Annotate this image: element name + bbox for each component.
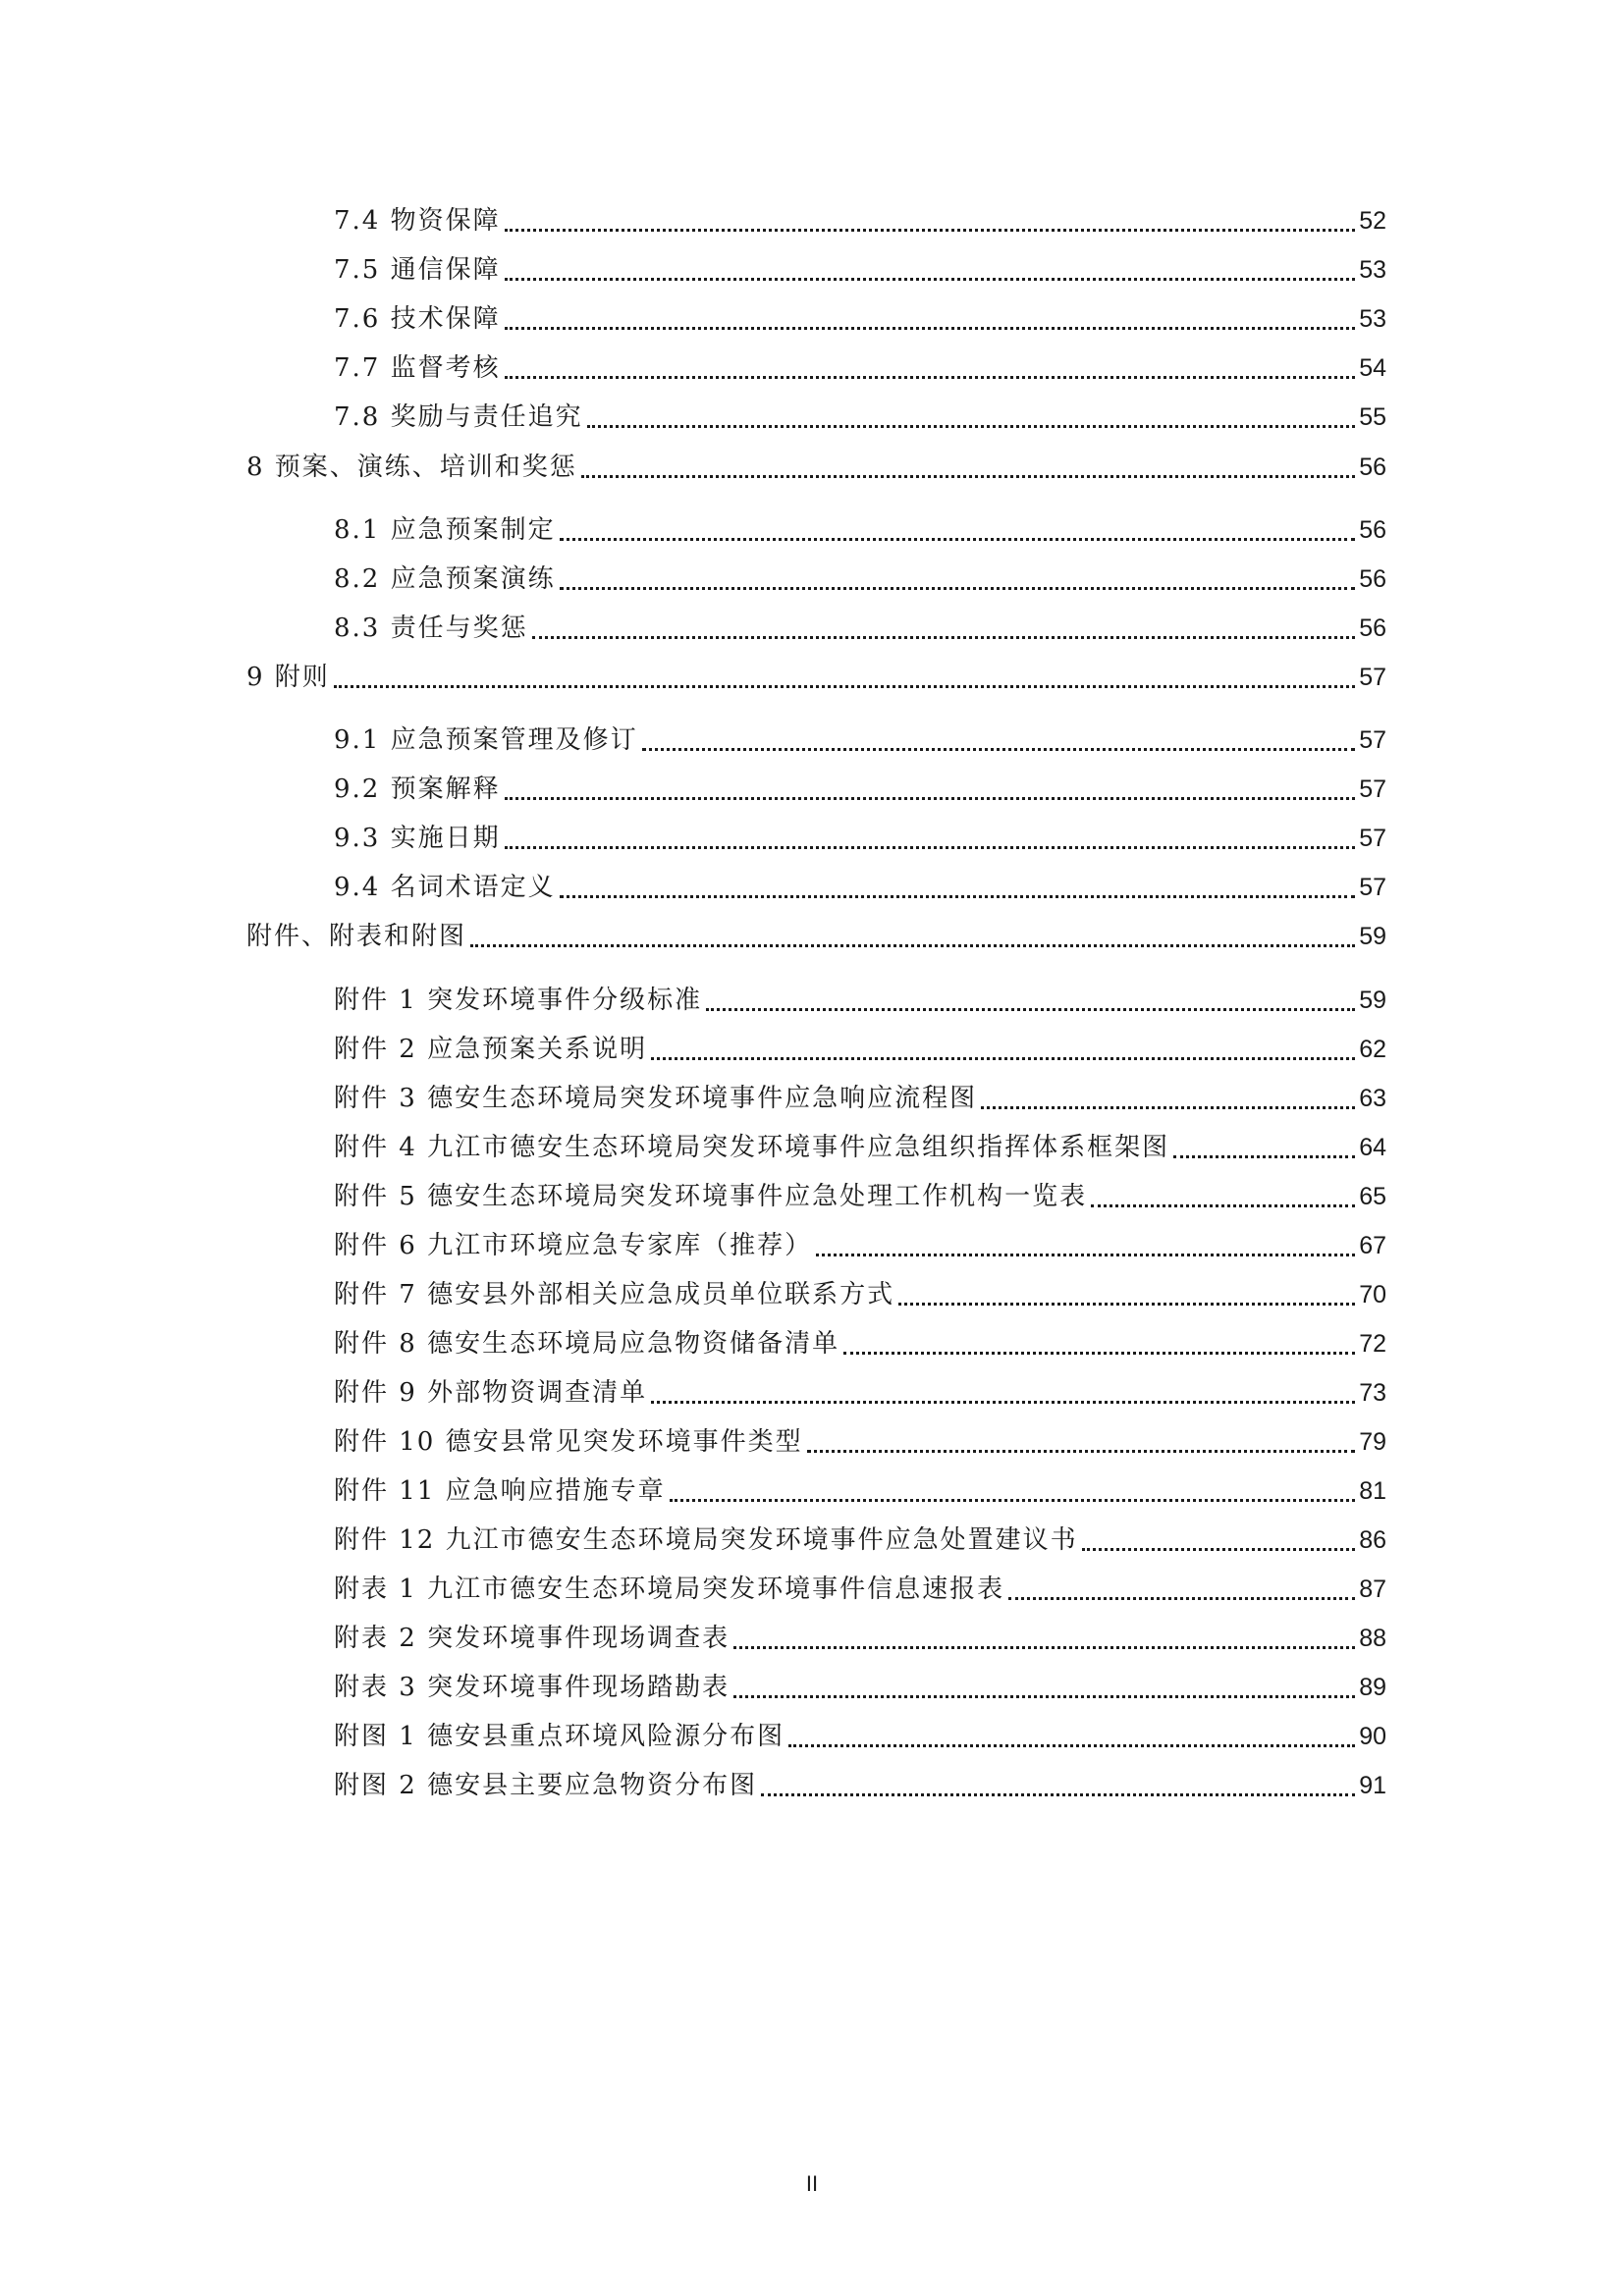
toc-dot-leader [1008,1597,1355,1600]
toc-entry[interactable] [334,513,1386,547]
toc-dot-leader [560,538,1356,541]
toc-entry[interactable] [334,1622,1386,1655]
toc-entry-title: 附件、附表和附图 [246,922,467,951]
toc-entry[interactable] [334,871,1386,904]
toc-entry-page: 90 [1359,1723,1386,1750]
toc-dot-leader [788,1744,1355,1747]
toc-dot-leader [334,685,1355,688]
toc-entry-page: 56 [1359,516,1386,544]
toc-entry-title: 附图 1 德安县重点环境风险源分布图 [334,1722,785,1751]
toc-dot-leader [843,1352,1355,1355]
toc-entry[interactable] [334,1769,1386,1802]
toc-entry-title: 7.6 技术保障 [334,304,501,334]
toc-entry-title: 附件 3 德安生态环境局突发环境事件应急响应流程图 [334,1084,978,1113]
toc-entry[interactable] [334,253,1386,287]
toc-entry[interactable] [334,1327,1386,1361]
toc-entry-title: 9 附则 [246,663,330,692]
toc-entry[interactable] [246,661,1386,694]
toc-entry-page: 56 [1359,565,1386,593]
toc-entry-title: 7.4 物资保障 [334,206,501,236]
toc-entry-page: 63 [1359,1085,1386,1112]
toc-entry-page: 59 [1359,987,1386,1014]
toc-entry[interactable] [334,773,1386,806]
toc-entry-title: 附件 9 外部物资调查清单 [334,1378,648,1408]
toc-entry-title: 7.5 通信保障 [334,255,501,285]
toc-entry-page: 57 [1359,825,1386,852]
toc-entry-page: 91 [1359,1772,1386,1799]
toc-entry-title: 附件 1 突发环境事件分级标准 [334,986,703,1015]
toc-entry-page: 55 [1359,403,1386,431]
toc-entry-page: 53 [1359,305,1386,333]
toc-entry[interactable] [246,920,1386,953]
toc-entry[interactable] [334,1278,1386,1311]
toc-entry-page: 89 [1359,1674,1386,1701]
toc-entry-page: 59 [1359,923,1386,950]
toc-dot-leader [651,1401,1355,1404]
toc-entry-title: 8 预案、演练、培训和奖惩 [246,453,577,482]
toc-entry[interactable] [334,1229,1386,1262]
toc-entry-title: 附件 7 德安县外部相关应急成员单位联系方式 [334,1280,895,1309]
toc-entry-title: 7.7 监督考核 [334,353,501,383]
toc-entry-page: 57 [1359,775,1386,803]
page-number: II [805,2171,819,2196]
toc-entry-page: 53 [1359,256,1386,284]
toc-entry-page: 65 [1359,1183,1386,1210]
toc-dot-leader [505,376,1356,379]
toc-entry-page: 57 [1359,726,1386,754]
toc-entry[interactable] [334,723,1386,757]
toc-entry[interactable] [334,302,1386,336]
toc-dot-leader [651,1057,1355,1060]
toc-entry[interactable] [334,400,1386,434]
toc-dot-leader [1091,1204,1355,1207]
toc-entry-title: 9.4 名词术语定义 [334,873,556,902]
toc-entry-page: 67 [1359,1232,1386,1259]
toc-entry-title: 附件 5 德安生态环境局突发环境事件应急处理工作机构一览表 [334,1182,1088,1211]
toc-dot-leader [532,636,1356,639]
toc-entry-page: 73 [1359,1379,1386,1407]
toc-entry[interactable] [246,451,1386,484]
toc-dot-leader [816,1254,1355,1256]
toc-entry-page: 57 [1359,664,1386,691]
toc-entry[interactable] [334,1573,1386,1606]
toc-entry[interactable] [334,612,1386,645]
toc-entry-title: 9.2 预案解释 [334,774,501,804]
toc-dot-leader [807,1450,1356,1453]
toc-entry-title: 9.3 实施日期 [334,824,501,853]
toc-entry[interactable] [334,1720,1386,1753]
toc-entry-title: 附件 4 九江市德安生态环境局突发环境事件应急组织指挥体系框架图 [334,1133,1170,1162]
toc-entry-title: 附件 6 九江市环境应急专家库（推荐） [334,1231,813,1260]
toc-dot-leader [505,797,1356,800]
toc-entry[interactable] [334,1671,1386,1704]
toc-entry[interactable] [334,1376,1386,1410]
toc-entry-page: 62 [1359,1036,1386,1063]
toc-entry-title: 附表 1 九江市德安生态环境局突发环境事件信息速报表 [334,1575,1005,1604]
toc-entry[interactable] [334,562,1386,596]
toc-dot-leader [560,587,1356,590]
toc-entry-title: 附件 2 应急预案关系说明 [334,1035,648,1064]
toc-entry-title: 附件 10 德安县常见突发环境事件类型 [334,1427,803,1457]
toc-entry[interactable] [334,351,1386,385]
toc-entry-page: 54 [1359,354,1386,382]
toc-dot-leader [505,846,1356,849]
toc-dot-leader [587,425,1356,428]
toc-entry-title: 附图 2 德安县主要应急物资分布图 [334,1771,758,1800]
toc-entry-page: 56 [1359,454,1386,481]
toc-dot-leader [733,1646,1355,1649]
toc-dot-leader [1173,1155,1355,1158]
toc-entry[interactable] [334,1523,1386,1557]
toc-entry-title: 附表 2 突发环境事件现场调查表 [334,1624,731,1653]
toc-entry[interactable] [334,1474,1386,1508]
toc-dot-leader [505,327,1356,330]
toc-entry-page: 81 [1359,1477,1386,1505]
toc-entry[interactable] [334,1131,1386,1164]
toc-dot-leader [560,895,1356,898]
toc-entry-page: 52 [1359,207,1386,235]
toc-entry-title: 8.3 责任与奖惩 [334,614,528,643]
toc-dot-leader [505,278,1356,281]
toc-entry[interactable] [334,204,1386,238]
toc-dot-leader [761,1793,1355,1796]
toc-entry[interactable] [334,822,1386,855]
toc-dot-leader [733,1695,1355,1698]
toc-entry-page: 56 [1359,614,1386,642]
toc-entry-page: 57 [1359,874,1386,901]
toc-entry-title: 8.2 应急预案演练 [334,564,556,594]
toc-dot-leader [581,475,1355,478]
toc-entry-page: 86 [1359,1526,1386,1554]
toc-entry-title: 附件 11 应急响应措施专章 [334,1476,666,1506]
toc-dot-leader [642,748,1356,751]
toc-entry[interactable] [334,1082,1386,1115]
toc-dot-leader [981,1106,1355,1109]
toc-dot-leader [706,1008,1355,1011]
toc-entry-title: 9.1 应急预案管理及修订 [334,725,638,755]
toc-entry-page: 88 [1359,1625,1386,1652]
toc-entry-title: 7.8 奖励与责任追究 [334,402,583,432]
toc-entry[interactable] [334,1425,1386,1459]
toc-dot-leader [670,1499,1356,1502]
toc-entry-page: 72 [1359,1330,1386,1358]
toc-entry-page: 70 [1359,1281,1386,1308]
toc-entry-title: 附件 8 德安生态环境局应急物资储备清单 [334,1329,840,1359]
toc-dot-leader [898,1303,1355,1306]
toc-entry-title: 8.1 应急预案制定 [334,515,556,545]
toc-entry-page: 79 [1359,1428,1386,1456]
toc-entry[interactable] [334,1180,1386,1213]
toc-entry-page: 87 [1359,1575,1386,1603]
toc-dot-leader [1082,1548,1356,1551]
toc-dot-leader [470,944,1355,947]
toc-dot-leader [505,229,1356,232]
toc-entry-title: 附表 3 突发环境事件现场踏勘表 [334,1673,731,1702]
toc-entry[interactable] [334,1033,1386,1066]
toc-entry-title: 附件 12 九江市德安生态环境局突发环境事件应急处置建议书 [334,1525,1078,1555]
toc-entry-page: 64 [1359,1134,1386,1161]
toc-entry[interactable] [334,984,1386,1017]
